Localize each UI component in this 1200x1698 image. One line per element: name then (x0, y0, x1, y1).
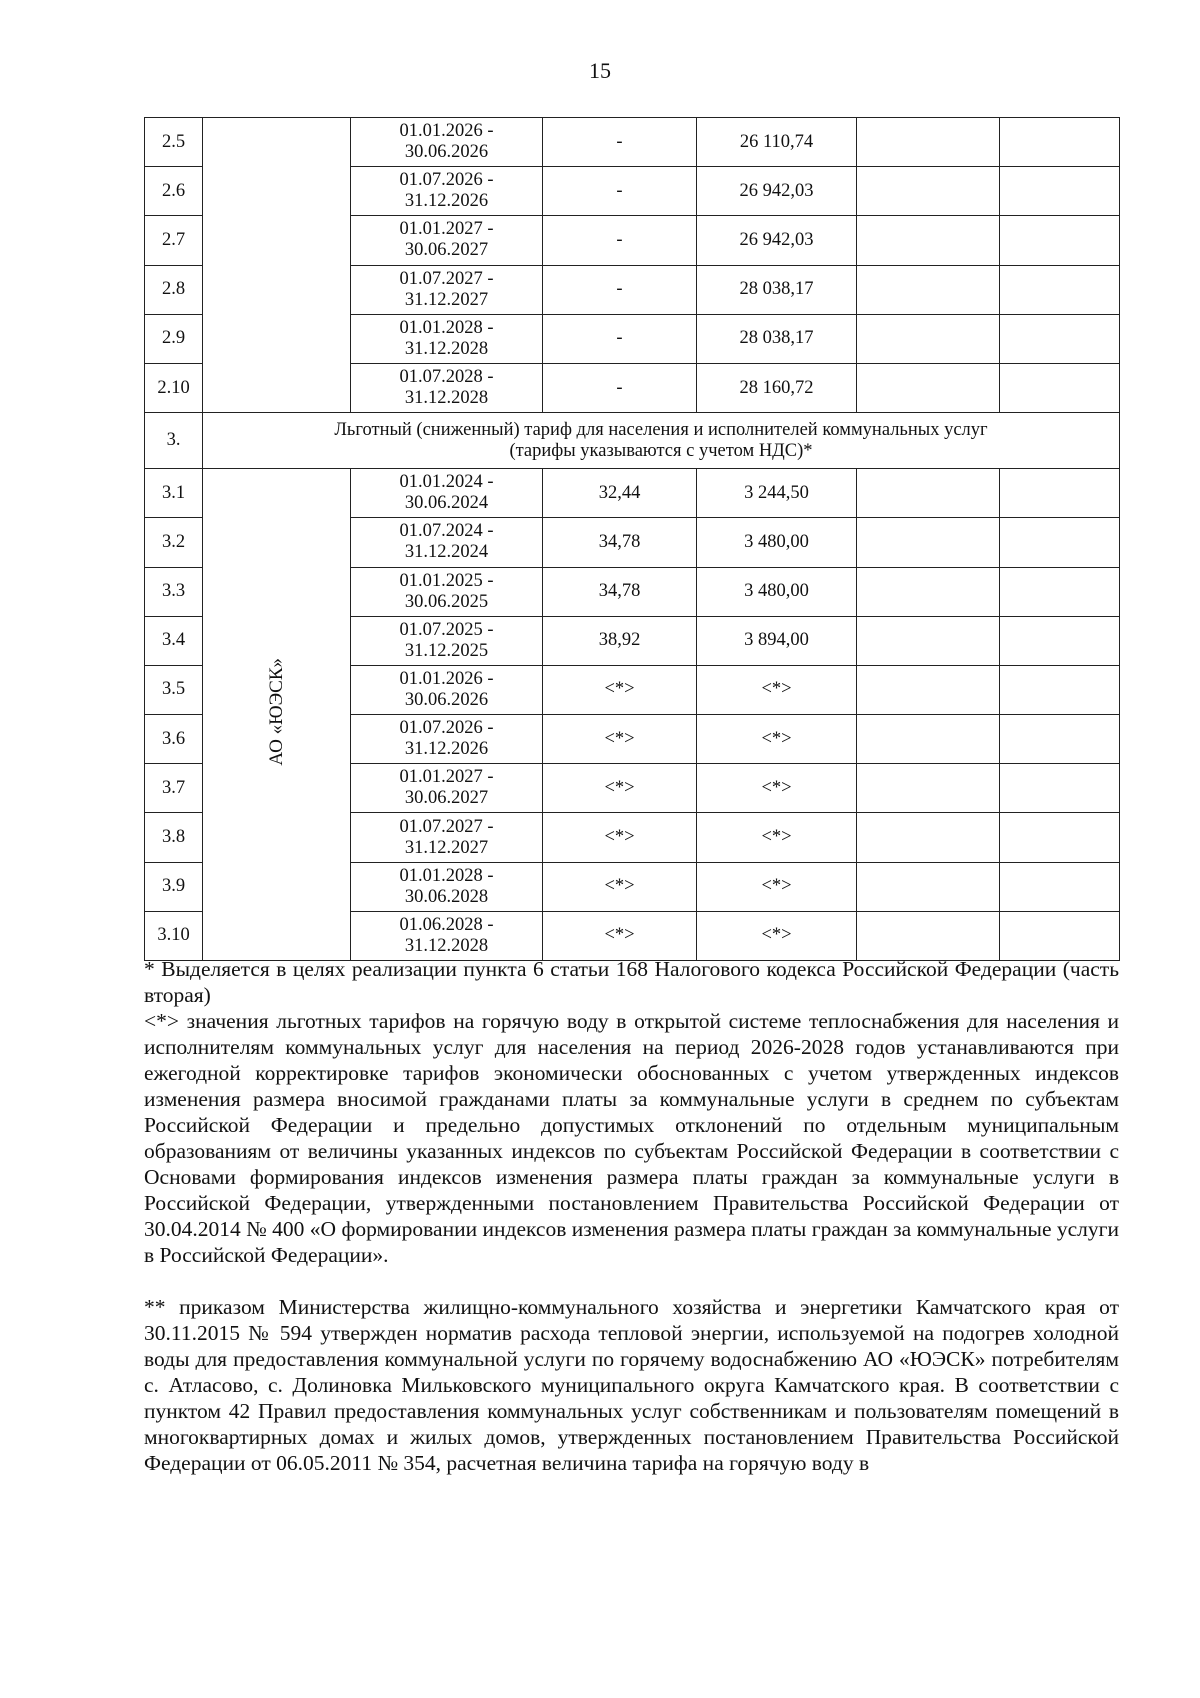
period-cell (351, 616, 543, 665)
empty-cell (1000, 616, 1120, 665)
period-end: 31.12.2028 (404, 338, 489, 359)
row-number: 2.10 (145, 363, 203, 412)
footnote-heat-norm: ** приказом Министерства жилищно-коммунального хозяйства и энергетики Камчатского края от 30.11.2015 № 594 утвержден норматив расхода тепловой энергии, используемой на подогрев холодной воды для предоставления коммунальной услуги по горячему водоснабжению АО «ЮЭСК» потребителям с. Атласово, с. Долиновка Мильковского муниципального округа Камчатского края. В соответствии с пунктом 42 Правил предоставления коммунальных услуг собственникам и пользователям помещений в многоквартирных домах и жилых домов, утвержденных постановлением Правительства Российской Федерации от 06.05.2011 № 354, расчетная величина тарифа на горячую воду в (144, 1295, 1119, 1475)
section-title-line2: (тарифы указываются с учетом НДС)* (509, 440, 813, 461)
empty-cell (857, 764, 1000, 813)
row-number: 2.7 (145, 216, 203, 265)
row-number: 3.10 (145, 911, 203, 960)
empty-cell (857, 314, 1000, 363)
footnote-preferential-tariffs: <*> значения льготных тарифов на горячую воду в открытой системе теплоснабжения для населения и исполнителям коммунальных услуг для населения на период 2026-2028 годов устанавливаются при ежегодной корректировке тарифов экономически обоснованных с учетом утвержденных индексов изменения размера вносимой гражданами платы за коммунальные услуги в среднем по субъектам Российской Федерации и предельно допустимых отклонений по отдельным муниципальным образованиям от величины указанных индексов по субъектам Российской Федерации в соответствии с Основами формирования индексов изменения размера платы граждан за коммунальные услуги в Российской Федерации, утвержденными постановлением Правительства Российской Федерации от 30.04.2014 № 400 «О формировании индексов изменения размера платы граждан за коммунальные услуги в Российской Федерации». (144, 1009, 1119, 1267)
empty-cell (857, 567, 1000, 616)
period-end: 31.12.2027 (404, 837, 489, 858)
row-number: 3.1 (145, 469, 203, 518)
tariff-value-1: - (543, 216, 697, 265)
row-number: 2.8 (145, 265, 203, 314)
empty-cell (857, 363, 1000, 412)
tariff-value-1: <*> (543, 911, 697, 960)
row-number: 2.6 (145, 167, 203, 216)
period-end: 30.06.2027 (404, 240, 489, 261)
period-start: 01.01.2026 - (399, 668, 494, 689)
period-start: 01.07.2026 - (399, 170, 494, 191)
tariff-value-2: <*> (697, 764, 857, 813)
period-cell (351, 216, 543, 265)
period-start: 01.07.2027 - (399, 268, 494, 289)
period-cell (351, 469, 543, 518)
tariff-value-2: 3 244,50 (697, 469, 857, 518)
row-number: 3.5 (145, 665, 203, 714)
empty-cell (1000, 764, 1120, 813)
tariff-value-1: <*> (543, 715, 697, 764)
period-cell (351, 764, 543, 813)
period-end: 30.06.2025 (404, 591, 489, 612)
empty-cell (857, 813, 1000, 862)
empty-cell (857, 469, 1000, 518)
tariff-value-2: 26 942,03 (697, 167, 857, 216)
period-cell (351, 518, 543, 567)
tariff-table-body (145, 118, 1120, 961)
period-cell (351, 665, 543, 714)
period-end: 31.12.2026 (404, 191, 489, 212)
empty-cell (1000, 862, 1120, 911)
tariff-value-2: 28 038,17 (697, 314, 857, 363)
organization-name: АО «ЮЭСК» (266, 657, 287, 766)
empty-cell (1000, 813, 1120, 862)
empty-cell (857, 265, 1000, 314)
empty-cell (857, 216, 1000, 265)
period-end: 31.12.2025 (404, 640, 489, 661)
period-cell (351, 567, 543, 616)
tariff-value-2: <*> (697, 862, 857, 911)
tariff-table (144, 117, 1120, 961)
tariff-value-1: <*> (543, 813, 697, 862)
tariff-value-2: <*> (697, 665, 857, 714)
empty-cell (857, 518, 1000, 567)
tariff-value-1: <*> (543, 862, 697, 911)
tariff-value-2: 3 894,00 (697, 616, 857, 665)
empty-cell (857, 118, 1000, 167)
period-start: 01.07.2026 - (399, 718, 494, 739)
period-cell (351, 265, 543, 314)
row-number: 3.7 (145, 764, 203, 813)
row-number: 2.5 (145, 118, 203, 167)
tariff-value-2: <*> (697, 715, 857, 764)
period-end: 31.12.2026 (404, 739, 489, 760)
period-start: 01.01.2028 - (399, 317, 494, 338)
period-start: 01.01.2027 - (399, 767, 494, 788)
footnotes (144, 956, 1119, 1476)
tariff-value-2: 26 110,74 (697, 118, 857, 167)
period-cell (351, 862, 543, 911)
table-row (145, 469, 1120, 518)
tariff-value-1: <*> (543, 665, 697, 714)
tariff-value-1: - (543, 167, 697, 216)
empty-cell (1000, 911, 1120, 960)
footnote-vat: * Выделяется в целях реализации пункта 6 статьи 168 Налогового кодекса Российской Федерации (часть вторая) (144, 957, 1119, 1007)
row-number: 3.3 (145, 567, 203, 616)
period-cell (351, 167, 543, 216)
period-end: 31.12.2027 (404, 289, 489, 310)
period-start: 01.07.2028 - (399, 367, 494, 388)
tariff-value-1: 38,92 (543, 616, 697, 665)
period-end: 31.12.2028 (404, 388, 489, 409)
period-cell (351, 715, 543, 764)
tariff-value-1: - (543, 363, 697, 412)
period-start: 01.01.2025 - (399, 570, 494, 591)
row-number: 3.8 (145, 813, 203, 862)
table-row (145, 118, 1120, 167)
period-end: 30.06.2026 (404, 689, 489, 710)
period-end: 30.06.2027 (404, 788, 489, 809)
empty-cell (1000, 469, 1120, 518)
tariff-value-2: 28 160,72 (697, 363, 857, 412)
period-end: 30.06.2026 (404, 142, 489, 163)
empty-cell (1000, 363, 1120, 412)
period-cell (351, 363, 543, 412)
section-number: 3. (145, 413, 203, 469)
tariff-value-1: - (543, 118, 697, 167)
period-start: 01.01.2026 - (399, 121, 494, 142)
period-start: 01.06.2028 - (399, 914, 494, 935)
empty-cell (1000, 567, 1120, 616)
row-number: 3.2 (145, 518, 203, 567)
empty-cell (857, 715, 1000, 764)
row-number: 3.6 (145, 715, 203, 764)
period-start: 01.01.2028 - (399, 865, 494, 886)
empty-cell (1000, 216, 1120, 265)
tariff-value-1: - (543, 265, 697, 314)
organization-cell (203, 469, 351, 961)
tariff-value-2: 3 480,00 (697, 567, 857, 616)
period-start: 01.01.2024 - (399, 472, 494, 493)
tariff-value-1: 34,78 (543, 518, 697, 567)
section-title-line1: Льготный (сниженный) тариф для населения и исполнителей коммунальных услуг (334, 419, 988, 440)
empty-cell (1000, 314, 1120, 363)
period-cell (351, 118, 543, 167)
period-start: 01.07.2027 - (399, 816, 494, 837)
empty-cell (857, 911, 1000, 960)
tariff-value-2: 28 038,17 (697, 265, 857, 314)
period-start: 01.07.2024 - (399, 521, 494, 542)
empty-cell (857, 616, 1000, 665)
tariff-value-1: - (543, 314, 697, 363)
period-end: 31.12.2024 (404, 542, 489, 563)
tariff-value-1: 32,44 (543, 469, 697, 518)
organization-cell (203, 118, 351, 413)
empty-cell (1000, 265, 1120, 314)
period-cell (351, 911, 543, 960)
tariff-value-2: 3 480,00 (697, 518, 857, 567)
page-number: 15 (589, 58, 611, 83)
empty-cell (857, 665, 1000, 714)
period-start: 01.07.2025 - (399, 619, 494, 640)
empty-cell (857, 862, 1000, 911)
tariff-value-1: <*> (543, 764, 697, 813)
empty-cell (1000, 518, 1120, 567)
period-end: 30.06.2028 (404, 886, 489, 907)
row-number: 2.9 (145, 314, 203, 363)
empty-cell (1000, 118, 1120, 167)
period-end: 30.06.2024 (404, 493, 489, 514)
row-number: 3.9 (145, 862, 203, 911)
tariff-value-2: 26 942,03 (697, 216, 857, 265)
empty-cell (1000, 665, 1120, 714)
row-number: 3.4 (145, 616, 203, 665)
empty-cell (1000, 715, 1120, 764)
empty-cell (1000, 167, 1120, 216)
tariff-value-1: 34,78 (543, 567, 697, 616)
tariff-value-2: <*> (697, 813, 857, 862)
period-end: 31.12.2028 (404, 935, 489, 956)
tariff-value-2: <*> (697, 911, 857, 960)
period-start: 01.01.2027 - (399, 219, 494, 240)
section-header-row (145, 413, 1120, 469)
period-cell (351, 314, 543, 363)
empty-cell (857, 167, 1000, 216)
section-title (203, 413, 1120, 469)
period-cell (351, 813, 543, 862)
